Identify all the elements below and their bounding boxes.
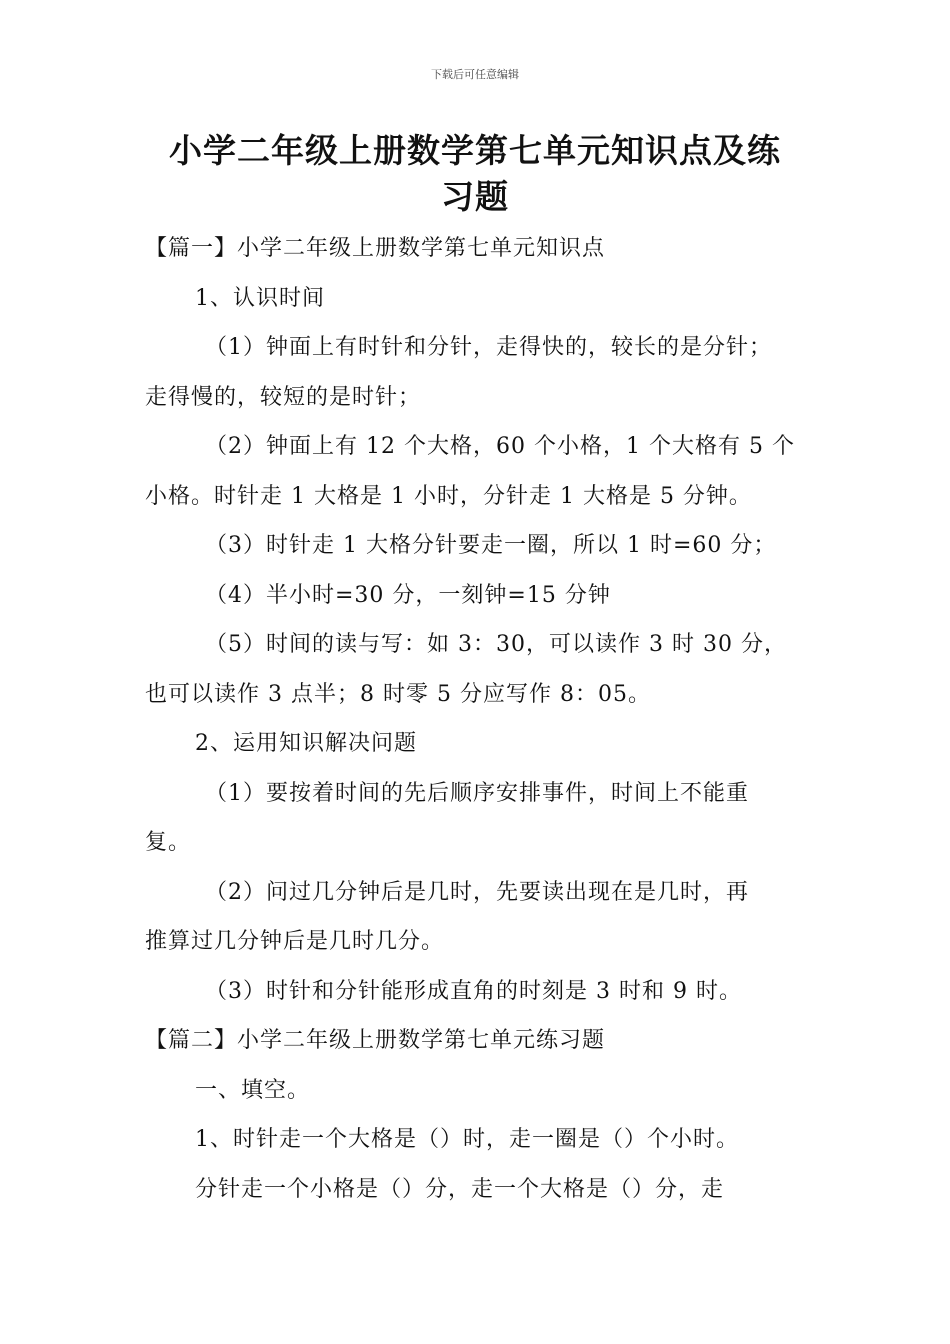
title-line-1: 小学二年级上册数学第七单元知识点及练	[169, 131, 781, 170]
paragraph-line: 小格。时针走 1 大格是 1 小时，分针走 1 大格是 5 分钟。	[145, 483, 752, 509]
paragraph-line: （4）半小时=30 分，一刻钟=15 分钟	[205, 582, 611, 608]
document-body	[145, 224, 815, 1214]
section-heading-1: 【篇一】小学二年级上册数学第七单元知识点	[145, 236, 606, 261]
part-heading: 一、填空。	[195, 1077, 311, 1103]
paragraph-line: （1）要按着时间的先后顺序安排事件，时间上不能重	[205, 780, 749, 806]
header-note: 下载后可任意编辑	[431, 68, 519, 81]
paragraph-line: 复。	[145, 830, 192, 855]
exercise-line: 1、时针走一个大格是（）时，走一圈是（）个小时。	[195, 1127, 739, 1152]
paragraph-line: 走得慢的，较短的是时针；	[145, 384, 422, 410]
item-heading-2: 2、运用知识解决问题	[195, 731, 417, 756]
paragraph-line: （2）钟面上有 12 个大格，60 个小格，1 个大格有 5 个	[205, 434, 795, 459]
paragraph-line: （1）钟面上有时针和分针，走得快的，较长的是分针；	[205, 335, 772, 360]
paragraph-line: （5）时间的读与写：如 3：30，可以读作 3 时 30 分，	[205, 632, 787, 657]
section-heading-2: 【篇二】小学二年级上册数学第七单元练习题	[145, 1028, 606, 1053]
paragraph-line: 推算过几分钟后是几时几分。	[145, 929, 445, 954]
paragraph-line: 也可以读作 3 点半；8 时零 5 分应写作 8：05。	[145, 681, 651, 707]
document-title	[120, 128, 830, 220]
paragraph-line: （3）时针走 1 大格分针要走一圈，所以 1 时=60 分；	[205, 533, 777, 558]
paragraph-line: （3）时针和分针能形成直角的时刻是 3 时和 9 时。	[205, 978, 742, 1004]
title-line-2: 习题	[441, 177, 509, 216]
paragraph-line: （2）问过几分钟后是几时，先要读出现在是几时，再	[205, 879, 749, 905]
exercise-line: 分针走一个小格是（）分，走一个大格是（）分，走	[195, 1176, 725, 1202]
item-heading-1: 1、认识时间	[195, 285, 325, 311]
